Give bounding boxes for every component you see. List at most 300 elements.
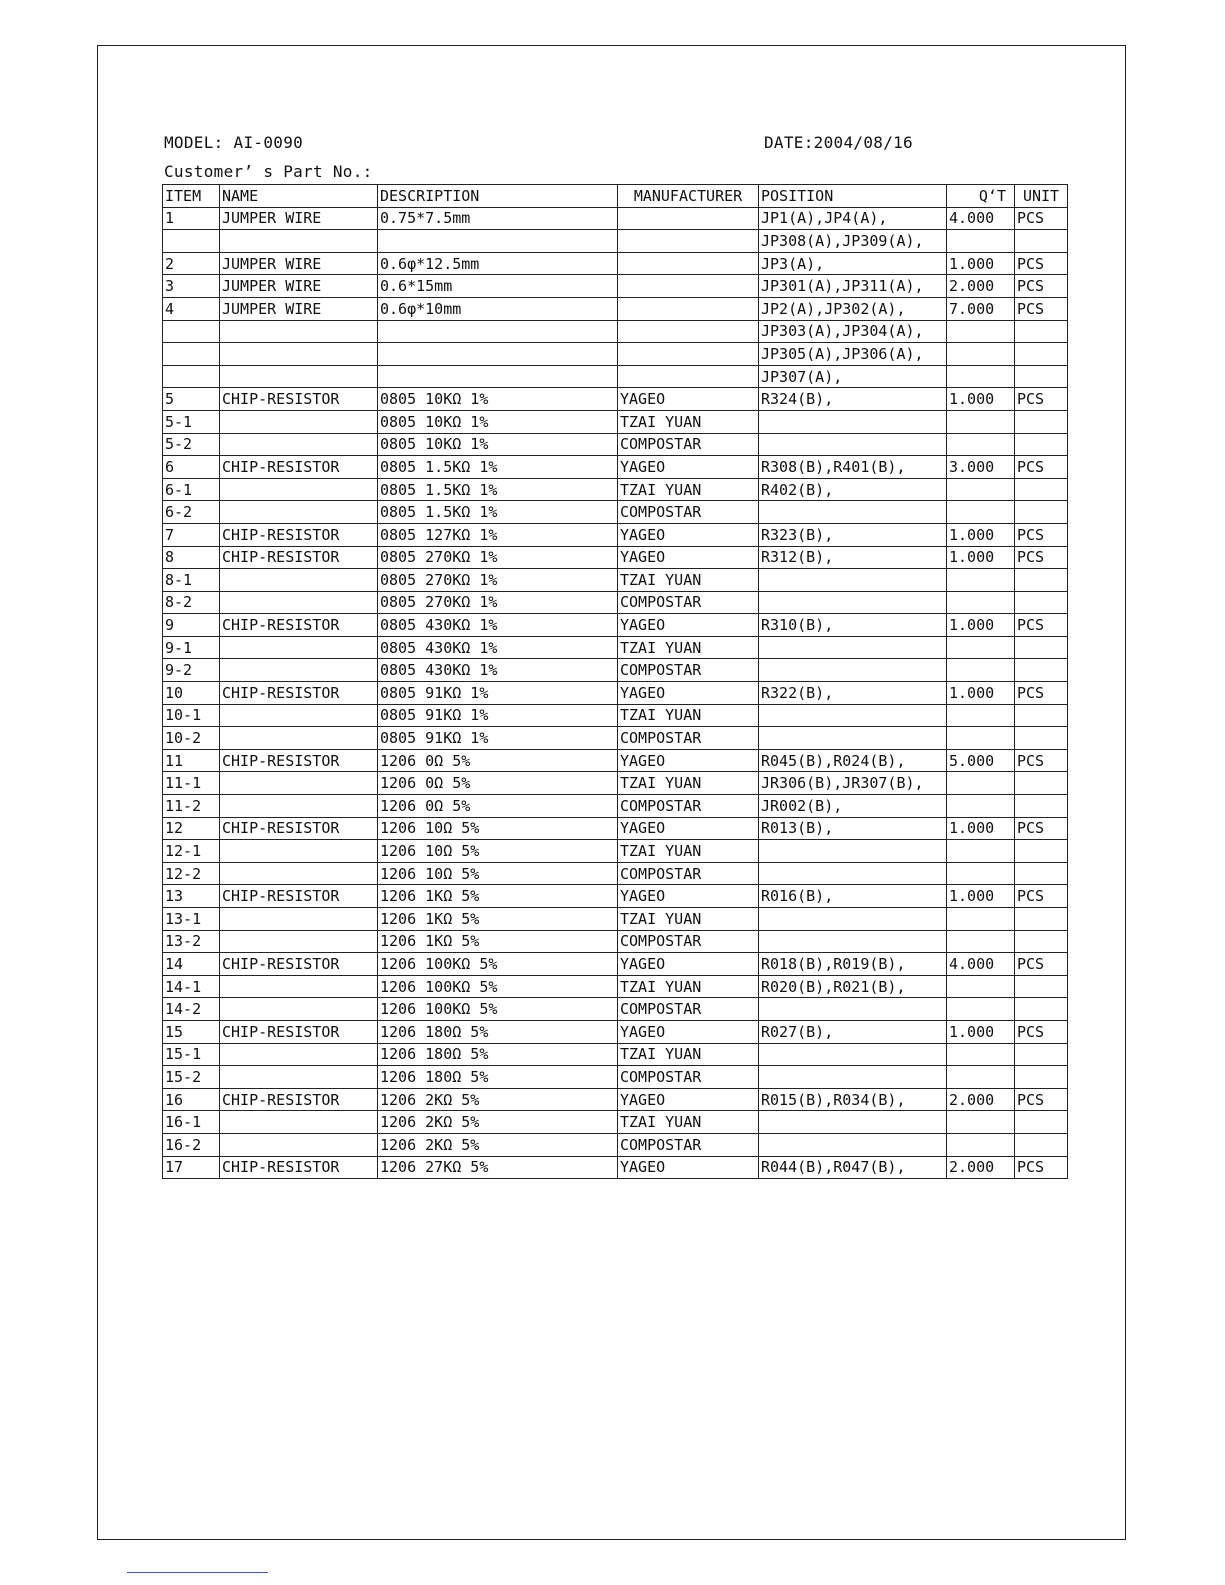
cell-quantity: 3.000 bbox=[947, 456, 1015, 479]
cell-unit bbox=[1015, 569, 1068, 592]
cell-position bbox=[759, 1133, 947, 1156]
table-row bbox=[163, 501, 1068, 524]
table-row bbox=[163, 772, 1068, 795]
table-row bbox=[163, 456, 1068, 479]
cell-description: 1206 100KΩ 5% bbox=[378, 953, 618, 976]
table-row bbox=[163, 207, 1068, 230]
cell-position bbox=[759, 1066, 947, 1089]
table-row bbox=[163, 478, 1068, 501]
table-row bbox=[163, 569, 1068, 592]
cell-name: CHIP-RESISTOR bbox=[220, 1088, 378, 1111]
cell-unit: PCS bbox=[1015, 885, 1068, 908]
cell-description: 1206 2KΩ 5% bbox=[378, 1111, 618, 1134]
table-row bbox=[163, 636, 1068, 659]
cell-unit bbox=[1015, 704, 1068, 727]
cell-name: CHIP-RESISTOR bbox=[220, 456, 378, 479]
cell-manufacturer: YAGEO bbox=[618, 388, 759, 411]
cell-item: 14-1 bbox=[163, 975, 220, 998]
cell-description: 1206 180Ω 5% bbox=[378, 1043, 618, 1066]
cell-item: 16-2 bbox=[163, 1133, 220, 1156]
cell-item: 8 bbox=[163, 546, 220, 569]
cell-description: 0805 430KΩ 1% bbox=[378, 659, 618, 682]
cell-position bbox=[759, 410, 947, 433]
cell-unit: PCS bbox=[1015, 252, 1068, 275]
cell-item: 9-1 bbox=[163, 636, 220, 659]
cell-manufacturer bbox=[618, 320, 759, 343]
cell-quantity: 1.000 bbox=[947, 546, 1015, 569]
cell-quantity: 5.000 bbox=[947, 749, 1015, 772]
cell-description: 0805 1.5KΩ 1% bbox=[378, 456, 618, 479]
cell-manufacturer: YAGEO bbox=[618, 885, 759, 908]
cell-name bbox=[220, 772, 378, 795]
cell-item: 7 bbox=[163, 523, 220, 546]
cell-description bbox=[378, 365, 618, 388]
cell-position: JR306(B),JR307(B), bbox=[759, 772, 947, 795]
cell-name bbox=[220, 862, 378, 885]
cell-description: 0805 10KΩ 1% bbox=[378, 410, 618, 433]
cell-position: R020(B),R021(B), bbox=[759, 975, 947, 998]
cell-item bbox=[163, 365, 220, 388]
col-header-position: POSITION bbox=[759, 185, 947, 208]
cell-manufacturer: TZAI YUAN bbox=[618, 569, 759, 592]
cell-manufacturer: COMPOSTAR bbox=[618, 501, 759, 524]
cell-quantity bbox=[947, 908, 1015, 931]
cell-quantity bbox=[947, 1133, 1015, 1156]
cell-item: 6 bbox=[163, 456, 220, 479]
cell-name: CHIP-RESISTOR bbox=[220, 885, 378, 908]
cell-item: 11-2 bbox=[163, 795, 220, 818]
cell-manufacturer: YAGEO bbox=[618, 546, 759, 569]
cell-item: 2 bbox=[163, 252, 220, 275]
cell-name bbox=[220, 998, 378, 1021]
cell-manufacturer: TZAI YUAN bbox=[618, 1043, 759, 1066]
cell-description: 1206 1KΩ 5% bbox=[378, 908, 618, 931]
cell-quantity: 1.000 bbox=[947, 817, 1015, 840]
table-row bbox=[163, 614, 1068, 637]
cell-position bbox=[759, 636, 947, 659]
cell-position bbox=[759, 908, 947, 931]
cell-position: R016(B), bbox=[759, 885, 947, 908]
cell-description: 1206 1KΩ 5% bbox=[378, 930, 618, 953]
cell-name bbox=[220, 501, 378, 524]
date-label: DATE:2004/08/16 bbox=[764, 133, 913, 152]
cell-unit bbox=[1015, 862, 1068, 885]
cell-name bbox=[220, 1133, 378, 1156]
cell-manufacturer: COMPOSTAR bbox=[618, 795, 759, 818]
cell-quantity: 1.000 bbox=[947, 1020, 1015, 1043]
cell-quantity bbox=[947, 591, 1015, 614]
cell-unit bbox=[1015, 365, 1068, 388]
cell-manufacturer: YAGEO bbox=[618, 1020, 759, 1043]
cell-quantity bbox=[947, 320, 1015, 343]
cell-item: 11-1 bbox=[163, 772, 220, 795]
cell-description: 0805 430KΩ 1% bbox=[378, 614, 618, 637]
cell-name bbox=[220, 478, 378, 501]
table-row bbox=[163, 546, 1068, 569]
cell-manufacturer: TZAI YUAN bbox=[618, 840, 759, 863]
cell-description: 0805 91KΩ 1% bbox=[378, 682, 618, 705]
cell-quantity: 4.000 bbox=[947, 207, 1015, 230]
table-row bbox=[163, 975, 1068, 998]
cell-unit bbox=[1015, 1066, 1068, 1089]
cell-position bbox=[759, 727, 947, 750]
cell-description: 1206 1KΩ 5% bbox=[378, 885, 618, 908]
cell-item: 11 bbox=[163, 749, 220, 772]
cell-item: 15-1 bbox=[163, 1043, 220, 1066]
cell-unit bbox=[1015, 840, 1068, 863]
table-row bbox=[163, 230, 1068, 253]
cell-name bbox=[220, 930, 378, 953]
cell-name: JUMPER WIRE bbox=[220, 252, 378, 275]
cell-item: 15-2 bbox=[163, 1066, 220, 1089]
table-row bbox=[163, 1043, 1068, 1066]
cell-unit bbox=[1015, 343, 1068, 366]
cell-unit: PCS bbox=[1015, 456, 1068, 479]
cell-position: R308(B),R401(B), bbox=[759, 456, 947, 479]
cell-position: R312(B), bbox=[759, 546, 947, 569]
cell-name bbox=[220, 365, 378, 388]
cell-item: 13-1 bbox=[163, 908, 220, 931]
cell-unit bbox=[1015, 591, 1068, 614]
cell-item bbox=[163, 343, 220, 366]
cell-name: CHIP-RESISTOR bbox=[220, 1020, 378, 1043]
cell-position: R322(B), bbox=[759, 682, 947, 705]
cell-position: JP305(A),JP306(A), bbox=[759, 343, 947, 366]
customer-part-label: Customer’ s Part No.: bbox=[164, 162, 373, 181]
cell-quantity bbox=[947, 659, 1015, 682]
cell-manufacturer: TZAI YUAN bbox=[618, 704, 759, 727]
table-row bbox=[163, 930, 1068, 953]
cell-manufacturer bbox=[618, 275, 759, 298]
cell-quantity: 7.000 bbox=[947, 297, 1015, 320]
col-header-unit: UNIT bbox=[1015, 185, 1068, 208]
cell-quantity bbox=[947, 772, 1015, 795]
cell-manufacturer: COMPOSTAR bbox=[618, 998, 759, 1021]
cell-description: 1206 100KΩ 5% bbox=[378, 975, 618, 998]
cell-item: 8-2 bbox=[163, 591, 220, 614]
cell-item: 15 bbox=[163, 1020, 220, 1043]
cell-item: 4 bbox=[163, 297, 220, 320]
cell-name bbox=[220, 230, 378, 253]
cell-unit: PCS bbox=[1015, 523, 1068, 546]
cell-item: 13 bbox=[163, 885, 220, 908]
cell-item: 9-2 bbox=[163, 659, 220, 682]
cell-quantity: 1.000 bbox=[947, 388, 1015, 411]
cell-item: 12 bbox=[163, 817, 220, 840]
cell-quantity bbox=[947, 343, 1015, 366]
col-header-description: DESCRIPTION bbox=[378, 185, 618, 208]
cell-position: JP1(A),JP4(A), bbox=[759, 207, 947, 230]
cell-position: JP303(A),JP304(A), bbox=[759, 320, 947, 343]
cell-position bbox=[759, 569, 947, 592]
cell-position bbox=[759, 1111, 947, 1134]
cell-item bbox=[163, 320, 220, 343]
cell-item: 1 bbox=[163, 207, 220, 230]
table-row bbox=[163, 998, 1068, 1021]
cell-manufacturer: TZAI YUAN bbox=[618, 636, 759, 659]
table-row bbox=[163, 953, 1068, 976]
cell-manufacturer: YAGEO bbox=[618, 614, 759, 637]
table-row bbox=[163, 591, 1068, 614]
cell-name: CHIP-RESISTOR bbox=[220, 388, 378, 411]
cell-unit bbox=[1015, 478, 1068, 501]
cell-unit bbox=[1015, 320, 1068, 343]
cell-description: 1206 2KΩ 5% bbox=[378, 1133, 618, 1156]
table-row bbox=[163, 1111, 1068, 1134]
cell-description bbox=[378, 230, 618, 253]
cell-manufacturer: TZAI YUAN bbox=[618, 1111, 759, 1134]
cell-name bbox=[220, 433, 378, 456]
table-row bbox=[163, 840, 1068, 863]
table-row bbox=[163, 795, 1068, 818]
cell-quantity bbox=[947, 230, 1015, 253]
cell-unit bbox=[1015, 501, 1068, 524]
cell-description: 1206 180Ω 5% bbox=[378, 1066, 618, 1089]
cell-description: 0805 270KΩ 1% bbox=[378, 569, 618, 592]
cell-name bbox=[220, 569, 378, 592]
cell-manufacturer: TZAI YUAN bbox=[618, 478, 759, 501]
cell-description: 1206 0Ω 5% bbox=[378, 749, 618, 772]
cell-unit bbox=[1015, 659, 1068, 682]
table-row bbox=[163, 433, 1068, 456]
cell-position: JR002(B), bbox=[759, 795, 947, 818]
cell-unit: PCS bbox=[1015, 297, 1068, 320]
cell-item: 12-1 bbox=[163, 840, 220, 863]
cell-name bbox=[220, 320, 378, 343]
cell-description: 0.6*15mm bbox=[378, 275, 618, 298]
cell-name bbox=[220, 975, 378, 998]
table-row bbox=[163, 682, 1068, 705]
cell-position bbox=[759, 1043, 947, 1066]
table-row bbox=[163, 1066, 1068, 1089]
cell-position bbox=[759, 862, 947, 885]
cell-unit bbox=[1015, 998, 1068, 1021]
cell-unit: PCS bbox=[1015, 953, 1068, 976]
footer-link-underline bbox=[127, 1572, 268, 1573]
cell-position bbox=[759, 433, 947, 456]
cell-quantity: 2.000 bbox=[947, 1156, 1015, 1179]
cell-unit: PCS bbox=[1015, 749, 1068, 772]
table-row bbox=[163, 1156, 1068, 1179]
cell-name: CHIP-RESISTOR bbox=[220, 546, 378, 569]
cell-manufacturer: YAGEO bbox=[618, 456, 759, 479]
cell-quantity: 2.000 bbox=[947, 1088, 1015, 1111]
cell-quantity bbox=[947, 975, 1015, 998]
table-row bbox=[163, 817, 1068, 840]
cell-description: 0.75*7.5mm bbox=[378, 207, 618, 230]
table-row bbox=[163, 1133, 1068, 1156]
cell-unit: PCS bbox=[1015, 682, 1068, 705]
cell-quantity bbox=[947, 840, 1015, 863]
cell-unit bbox=[1015, 795, 1068, 818]
cell-manufacturer: TZAI YUAN bbox=[618, 410, 759, 433]
cell-item: 14-2 bbox=[163, 998, 220, 1021]
cell-position bbox=[759, 998, 947, 1021]
cell-description: 1206 0Ω 5% bbox=[378, 772, 618, 795]
cell-unit bbox=[1015, 1133, 1068, 1156]
cell-description: 1206 100KΩ 5% bbox=[378, 998, 618, 1021]
cell-description: 0805 10KΩ 1% bbox=[378, 433, 618, 456]
cell-item: 10 bbox=[163, 682, 220, 705]
cell-name: CHIP-RESISTOR bbox=[220, 682, 378, 705]
cell-quantity bbox=[947, 636, 1015, 659]
cell-quantity bbox=[947, 569, 1015, 592]
cell-manufacturer: YAGEO bbox=[618, 749, 759, 772]
col-header-item: ITEM bbox=[163, 185, 220, 208]
cell-description bbox=[378, 343, 618, 366]
table-row bbox=[163, 1088, 1068, 1111]
table-row bbox=[163, 704, 1068, 727]
cell-position: R044(B),R047(B), bbox=[759, 1156, 947, 1179]
cell-description: 0805 1.5KΩ 1% bbox=[378, 501, 618, 524]
cell-description: 0805 270KΩ 1% bbox=[378, 591, 618, 614]
cell-quantity: 1.000 bbox=[947, 614, 1015, 637]
table-row bbox=[163, 523, 1068, 546]
cell-description: 0805 91KΩ 1% bbox=[378, 704, 618, 727]
table-row bbox=[163, 1020, 1068, 1043]
cell-name bbox=[220, 795, 378, 818]
cell-name: JUMPER WIRE bbox=[220, 207, 378, 230]
cell-position bbox=[759, 930, 947, 953]
cell-unit bbox=[1015, 433, 1068, 456]
cell-quantity: 4.000 bbox=[947, 953, 1015, 976]
cell-item: 5-2 bbox=[163, 433, 220, 456]
cell-quantity: 2.000 bbox=[947, 275, 1015, 298]
cell-position: R027(B), bbox=[759, 1020, 947, 1043]
cell-name bbox=[220, 410, 378, 433]
cell-name: JUMPER WIRE bbox=[220, 297, 378, 320]
cell-position: R324(B), bbox=[759, 388, 947, 411]
cell-manufacturer bbox=[618, 230, 759, 253]
cell-unit: PCS bbox=[1015, 1088, 1068, 1111]
cell-position: R323(B), bbox=[759, 523, 947, 546]
table-row bbox=[163, 388, 1068, 411]
cell-manufacturer: YAGEO bbox=[618, 523, 759, 546]
cell-item: 16-1 bbox=[163, 1111, 220, 1134]
cell-item: 14 bbox=[163, 953, 220, 976]
cell-unit: PCS bbox=[1015, 817, 1068, 840]
cell-name bbox=[220, 636, 378, 659]
cell-item: 9 bbox=[163, 614, 220, 637]
cell-name bbox=[220, 343, 378, 366]
table-row bbox=[163, 275, 1068, 298]
cell-item: 5 bbox=[163, 388, 220, 411]
cell-name bbox=[220, 840, 378, 863]
cell-quantity: 1.000 bbox=[947, 885, 1015, 908]
cell-description: 1206 10Ω 5% bbox=[378, 840, 618, 863]
cell-item: 12-2 bbox=[163, 862, 220, 885]
cell-manufacturer bbox=[618, 297, 759, 320]
table-row bbox=[163, 297, 1068, 320]
col-header-name: NAME bbox=[220, 185, 378, 208]
cell-position bbox=[759, 659, 947, 682]
cell-name bbox=[220, 1111, 378, 1134]
table-row bbox=[163, 749, 1068, 772]
col-header-manufacturer: MANUFACTURER bbox=[618, 185, 759, 208]
table-header-row bbox=[163, 185, 1068, 208]
cell-manufacturer: COMPOSTAR bbox=[618, 930, 759, 953]
cell-position: JP307(A), bbox=[759, 365, 947, 388]
cell-quantity bbox=[947, 704, 1015, 727]
cell-unit: PCS bbox=[1015, 1156, 1068, 1179]
cell-quantity bbox=[947, 365, 1015, 388]
cell-position: JP2(A),JP302(A), bbox=[759, 297, 947, 320]
cell-unit bbox=[1015, 410, 1068, 433]
cell-quantity bbox=[947, 862, 1015, 885]
cell-manufacturer bbox=[618, 343, 759, 366]
cell-unit: PCS bbox=[1015, 546, 1068, 569]
cell-description: 0.6φ*12.5mm bbox=[378, 252, 618, 275]
cell-item bbox=[163, 230, 220, 253]
table-row bbox=[163, 727, 1068, 750]
cell-unit: PCS bbox=[1015, 388, 1068, 411]
table-row bbox=[163, 410, 1068, 433]
cell-name bbox=[220, 1066, 378, 1089]
cell-item: 6-2 bbox=[163, 501, 220, 524]
cell-unit bbox=[1015, 1111, 1068, 1134]
table-body bbox=[163, 207, 1068, 1179]
cell-position: R013(B), bbox=[759, 817, 947, 840]
cell-description: 0805 430KΩ 1% bbox=[378, 636, 618, 659]
bom-table bbox=[162, 184, 1068, 1179]
cell-unit: PCS bbox=[1015, 1020, 1068, 1043]
cell-position: R045(B),R024(B), bbox=[759, 749, 947, 772]
cell-name: CHIP-RESISTOR bbox=[220, 817, 378, 840]
cell-manufacturer: COMPOSTAR bbox=[618, 1066, 759, 1089]
cell-position: R018(B),R019(B), bbox=[759, 953, 947, 976]
cell-item: 17 bbox=[163, 1156, 220, 1179]
cell-unit bbox=[1015, 975, 1068, 998]
cell-manufacturer: TZAI YUAN bbox=[618, 772, 759, 795]
cell-name bbox=[220, 591, 378, 614]
col-header-quantity: Q‘T bbox=[947, 185, 1015, 208]
cell-item: 13-2 bbox=[163, 930, 220, 953]
cell-name bbox=[220, 1043, 378, 1066]
cell-description: 1206 180Ω 5% bbox=[378, 1020, 618, 1043]
cell-manufacturer: TZAI YUAN bbox=[618, 908, 759, 931]
table-row bbox=[163, 908, 1068, 931]
cell-name bbox=[220, 727, 378, 750]
cell-manufacturer: YAGEO bbox=[618, 953, 759, 976]
cell-position bbox=[759, 591, 947, 614]
cell-position bbox=[759, 840, 947, 863]
cell-manufacturer: YAGEO bbox=[618, 1156, 759, 1179]
cell-unit bbox=[1015, 908, 1068, 931]
cell-quantity bbox=[947, 410, 1015, 433]
cell-manufacturer bbox=[618, 365, 759, 388]
cell-name: CHIP-RESISTOR bbox=[220, 1156, 378, 1179]
cell-name: CHIP-RESISTOR bbox=[220, 953, 378, 976]
cell-item: 6-1 bbox=[163, 478, 220, 501]
cell-description: 0805 10KΩ 1% bbox=[378, 388, 618, 411]
cell-manufacturer bbox=[618, 252, 759, 275]
cell-manufacturer: COMPOSTAR bbox=[618, 591, 759, 614]
cell-description: 1206 10Ω 5% bbox=[378, 862, 618, 885]
model-label: MODEL: AI-0090 bbox=[164, 133, 304, 152]
cell-manufacturer: COMPOSTAR bbox=[618, 727, 759, 750]
cell-manufacturer: COMPOSTAR bbox=[618, 433, 759, 456]
table-row bbox=[163, 659, 1068, 682]
cell-position bbox=[759, 501, 947, 524]
cell-description bbox=[378, 320, 618, 343]
cell-unit bbox=[1015, 636, 1068, 659]
cell-unit: PCS bbox=[1015, 207, 1068, 230]
cell-quantity bbox=[947, 478, 1015, 501]
cell-unit: PCS bbox=[1015, 614, 1068, 637]
cell-quantity bbox=[947, 998, 1015, 1021]
cell-item: 10-2 bbox=[163, 727, 220, 750]
cell-name bbox=[220, 704, 378, 727]
